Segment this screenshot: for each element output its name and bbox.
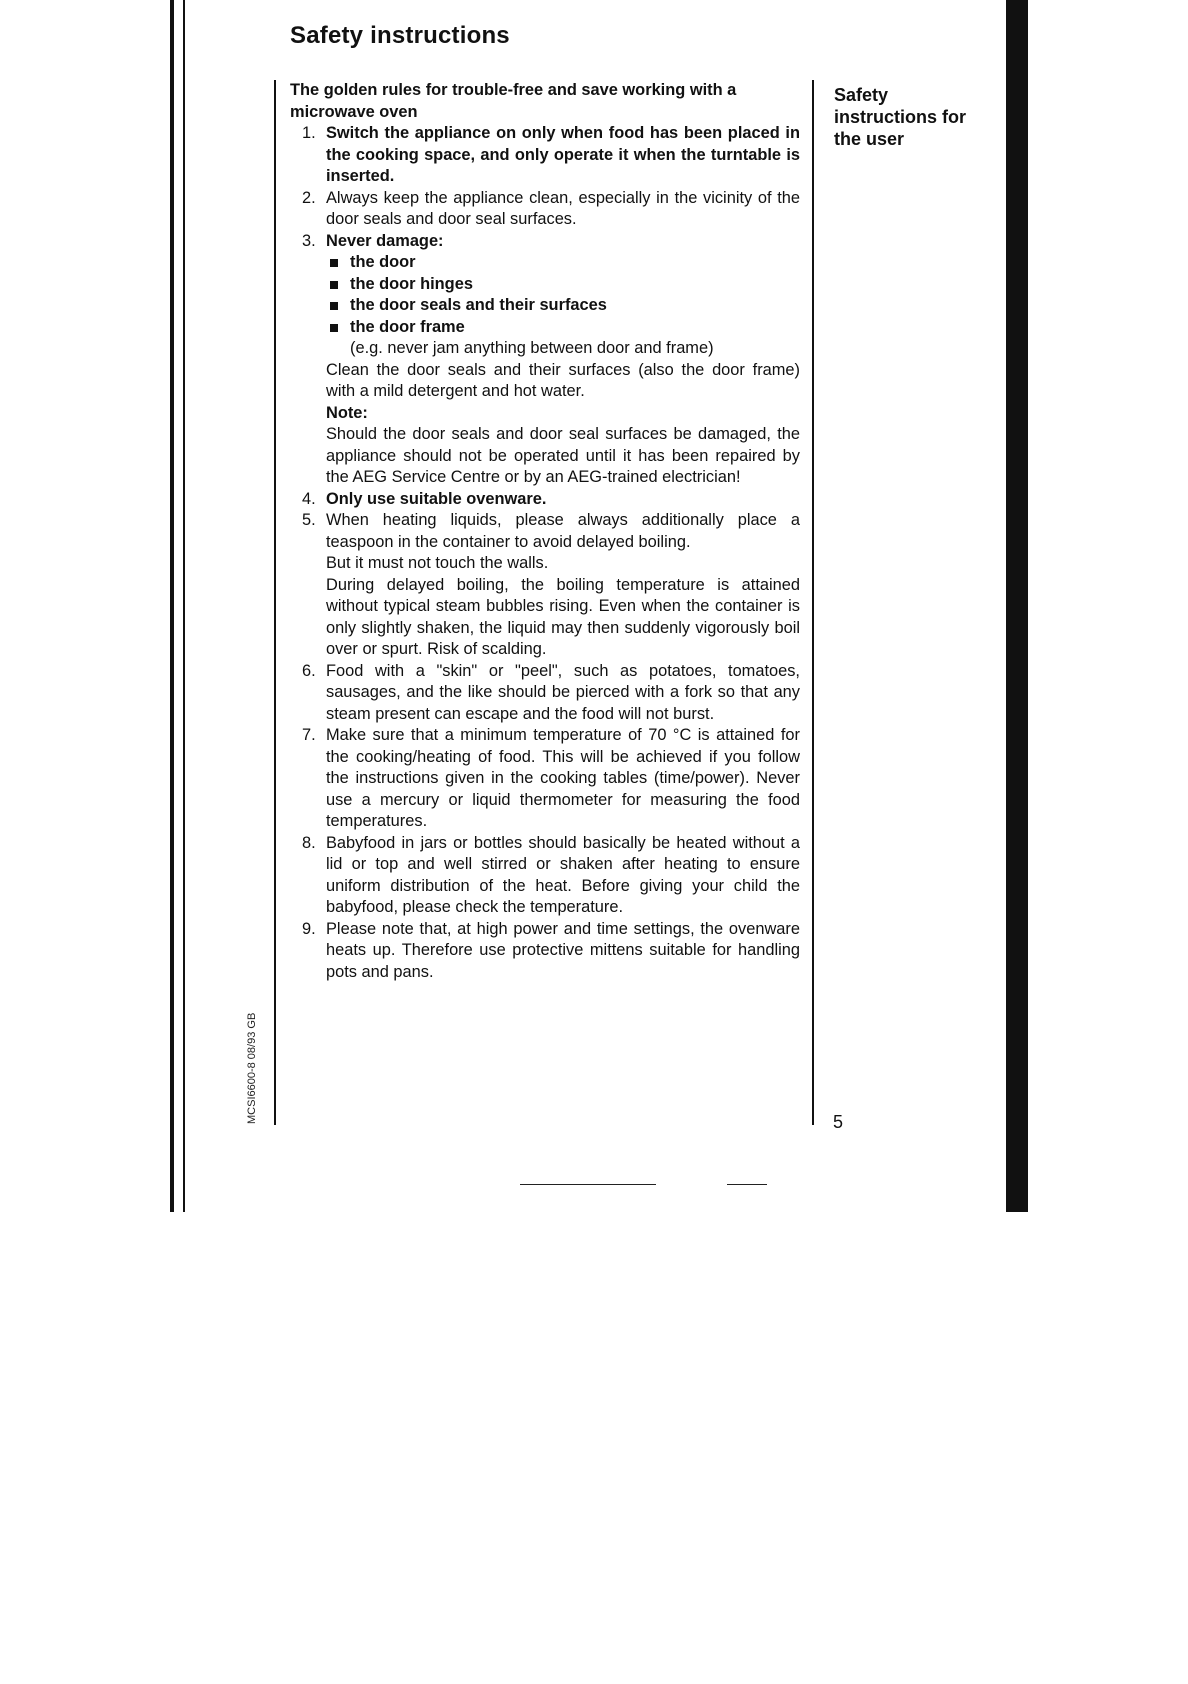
intro-heading: The golden rules for trouble-free and save working with a microwave oven	[290, 81, 737, 121]
note-label: Note:	[326, 403, 368, 422]
list-item: 9. Please note that, at high power and time settings, the ovenware heats up. Therefore use protective mittens suitable for handling pots and pans.	[302, 919, 800, 981]
bottom-rule	[520, 1184, 656, 1185]
list-item: 6. Food with a "skin" or "peel", such as potatoes, tomatoes, sausages, and the like should be pierced with a fork so that any steam present can escape and the food will not burst.	[302, 661, 800, 723]
square-bullet-icon	[330, 324, 338, 332]
bullet-item: the door hinges	[326, 274, 800, 296]
bottom-rule-short	[727, 1184, 767, 1185]
side-heading: Safety instructions for the user	[834, 85, 967, 149]
bullet-list	[326, 252, 800, 338]
rules-list	[290, 123, 812, 983]
square-bullet-icon	[330, 259, 338, 267]
right-border-line	[1006, 0, 1028, 1212]
square-bullet-icon	[330, 302, 338, 310]
left-border-line	[170, 0, 174, 1212]
list-item: 4. Only use suitable ovenware.	[302, 489, 547, 508]
list-item: 3. Never damage: the door the door hinges the door seals and their surfaces the door frame (e.g. never jam anything between door and frame) Clean the door seals and their surfaces (also the door frame) with a mild detergent and hot water. Note: Should the door seals and door seal surfaces be damaged, the appliance should not be operated until it has been repaired by the AEG Service Centre or by an AEG-trained electrician!	[302, 231, 800, 486]
left-border-line-inner	[183, 0, 185, 1212]
bullet-item: the door seals and their surfaces	[326, 295, 800, 317]
list-item: 8. Babyfood in jars or bottles should basically be heated without a lid or top and well stirred or shaken after heating to ensure uniform distribution of the heat. Before giving your child the babyfood, please check the temperature.	[302, 833, 800, 916]
bullet-item: the door	[326, 252, 800, 274]
list-item: 2. Always keep the appliance clean, especially in the vicinity of the door seals and door seal surfaces.	[302, 188, 800, 228]
square-bullet-icon	[330, 281, 338, 289]
page-number: 5	[833, 1112, 844, 1132]
page-title: Safety instructions	[290, 22, 510, 49]
bullet-item: the door frame	[326, 317, 800, 339]
main-column	[274, 80, 814, 1125]
document-code: MCSI6600-8 08/93 GB	[246, 1012, 258, 1124]
list-item: 5. When heating liquids, please always additionally place a teaspoon in the container to avoid delayed boiling. But it must not touch the walls. During delayed boiling, the boiling temperature is attained without typical steam bubbles rising. Even when the container is only slightly shaken, the liquid may then suddenly vigorously boil over or spurt. Risk of scalding.	[302, 511, 800, 658]
list-item: 1. Switch the appliance on only when food has been placed in the cooking space, and only operate it when the turntable is inserted.	[302, 124, 800, 185]
list-item: 7. Make sure that a minimum temperature of 70 °C is attained for the cooking/heating of food. This will be achieved if you follow the instructions given in the cooking tables (time/power). Never use a mercury or liquid thermometer for measuring the food temperatures.	[302, 726, 800, 830]
